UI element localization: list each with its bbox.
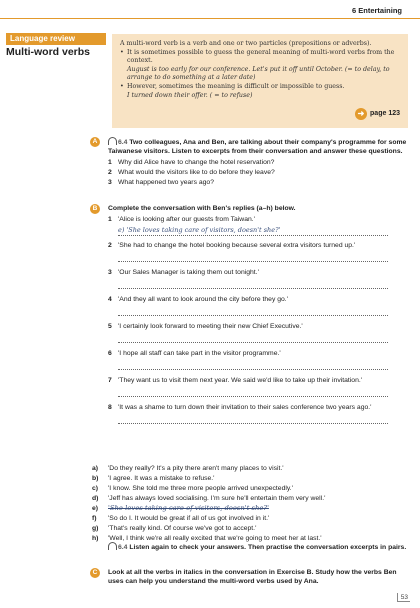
reply-text: 'I know. She told me three more people arrived unexpectedly.' (108, 485, 293, 492)
exercise-instruction: Look at all the verbs in italics in the conversation in Exercise B. Study how the verbs Ben uses can help you understand the multi-word verbs used by Ana. (108, 569, 397, 585)
review-example: August is too early for our conference. Let's put it off until October. (= to delay, to arrange to do something at a later date) (127, 65, 390, 82)
exercise-instruction (108, 137, 408, 156)
audio-track: 6.4 (118, 139, 128, 146)
item-number: 7 (108, 377, 112, 384)
exercise-a (92, 137, 408, 188)
question-text: What would the visitors like to do before they leave? (118, 169, 275, 176)
item-number: 4 (108, 296, 112, 303)
exercise-instruction (108, 542, 408, 552)
reply-text: 'That's really kind. Of course we've got to accept.' (108, 525, 257, 532)
review-example: I turned down their offer. ( = to refuse) (127, 91, 253, 99)
reply-item (92, 474, 408, 483)
reply-letter: h) (92, 535, 99, 542)
exercise-instruction: Complete the conversation with Ben's replies (a–h) below. (108, 205, 296, 212)
reply-text: 'Jeff has always loved socialising. I'm sure he'll entertain them very well.' (108, 495, 326, 502)
review-intro: A multi-word verb is a verb and one or two particles (prepositions or adverbs). (120, 40, 372, 47)
reply-letter: c) (92, 485, 99, 492)
conversation-line (108, 268, 408, 277)
reply-letter: b) (92, 475, 99, 482)
reply-text: 'I agree. It was a mistake to refuse.' (108, 475, 215, 482)
conversation-line (108, 349, 408, 358)
question-item (108, 178, 408, 187)
unit-title: 6 Entertaining (351, 6, 402, 15)
item-number: 2 (108, 242, 112, 249)
ana-line: 'She had to change the hotel booking because several extra visitors turned up.' (118, 242, 356, 249)
ana-line: 'I certainly look forward to meeting their new Chief Executive.' (118, 323, 303, 330)
audio-track: 6.4 (118, 544, 128, 551)
arrow-right-icon: ➜ (355, 108, 367, 120)
ana-line: 'It was a shame to turn down their invitation to their sales conference two years ago.' (118, 404, 372, 411)
ana-line: 'They want us to visit them next year. We said we'd like to take up their invitation.' (118, 377, 363, 384)
question-item (108, 158, 408, 167)
question-item (108, 168, 408, 177)
header-rule (0, 18, 420, 19)
answer-field[interactable]: e) 'She loves taking care of visitors, doesn't she?' (118, 226, 388, 236)
ana-line: 'And they all want to look around the city before they go.' (118, 296, 288, 303)
reply-item (92, 514, 408, 523)
reply-item (92, 464, 408, 473)
item-number: 8 (108, 404, 112, 411)
reply-item (92, 484, 408, 493)
reply-text: 'Well, I think we're all really excited that we're going to meet her at last.' (108, 535, 322, 542)
instruction-text: Two colleagues, Ana and Ben, are talking about their company's programme for some Taiwanese visitors. Listen to excerpts from their conversation and answer these questions. (108, 139, 407, 155)
reply-text: 'So do I. It would be great if all of us got involved in it.' (108, 515, 270, 522)
conversation-line (108, 241, 408, 250)
review-bullet: • It is sometimes possible to guess the general meaning of multi-word verbs from the context. (120, 49, 400, 66)
answer-field[interactable] (118, 361, 388, 370)
answer-field[interactable] (118, 253, 388, 262)
question-number: 2 (108, 169, 112, 176)
reply-text-crossed-out: 'She loves taking care of visitors, doesn't she?' (108, 504, 269, 512)
page-reference: page 123 (370, 109, 400, 117)
answer-field[interactable] (118, 334, 388, 343)
review-bullet: • However, sometimes the meaning is difficult or impossible to guess. (120, 83, 400, 92)
reply-text: 'Do they really? It's a pity there aren't many places to visit.' (108, 465, 284, 472)
topic-title: Multi-word verbs (6, 46, 91, 58)
language-review-tag: Language review (6, 33, 106, 45)
reply-letter: f) (92, 515, 97, 522)
answer-field[interactable] (118, 388, 388, 397)
item-number: 6 (108, 350, 112, 357)
exercise-badge: A (90, 137, 100, 147)
reply-item (92, 494, 408, 503)
page-header (0, 6, 420, 20)
conversation-line (108, 403, 408, 412)
reply-letter: a) (92, 465, 99, 472)
instruction-text: Listen again to check your answers. Then practise the conversation excerpts in pairs. (129, 544, 407, 551)
question-text: Why did Alice have to change the hotel reservation? (118, 159, 275, 166)
ana-line: 'Alice is looking after our guests from Taiwan.' (118, 216, 255, 223)
reply-item (92, 524, 408, 533)
item-number: 5 (108, 323, 112, 330)
item-number: 3 (108, 269, 112, 276)
reply-list (92, 463, 408, 544)
answer-field[interactable] (118, 307, 388, 316)
question-number: 3 (108, 179, 112, 186)
conversation-line (108, 322, 408, 331)
headphones-icon (108, 542, 117, 550)
exercise-c (92, 568, 408, 588)
reply-letter: d) (92, 495, 99, 502)
page-number: 53 (397, 593, 410, 602)
item-number: 1 (108, 216, 112, 223)
question-number: 1 (108, 159, 112, 166)
question-text: What happened two years ago? (118, 179, 214, 186)
ana-line: 'Our Sales Manager is taking them out tonight.' (118, 269, 259, 276)
answer-field[interactable] (118, 280, 388, 289)
grammar-reference-link[interactable] (355, 108, 400, 120)
exercise-b (92, 204, 408, 430)
exercise-badge: C (90, 568, 100, 578)
conversation-line (108, 295, 408, 304)
exercise-badge: B (90, 204, 100, 214)
reply-letter: e) (92, 505, 99, 512)
conversation-line (108, 376, 408, 385)
reply-letter: g) (92, 525, 99, 532)
language-review-box (112, 34, 408, 128)
headphones-icon (108, 137, 117, 145)
answer-field[interactable] (118, 415, 388, 424)
conversation-line (108, 215, 408, 224)
ana-line: 'I hope all staff can take part in the visitor programme.' (118, 350, 281, 357)
exercise-listen-again (108, 542, 408, 554)
reply-item (92, 504, 408, 513)
